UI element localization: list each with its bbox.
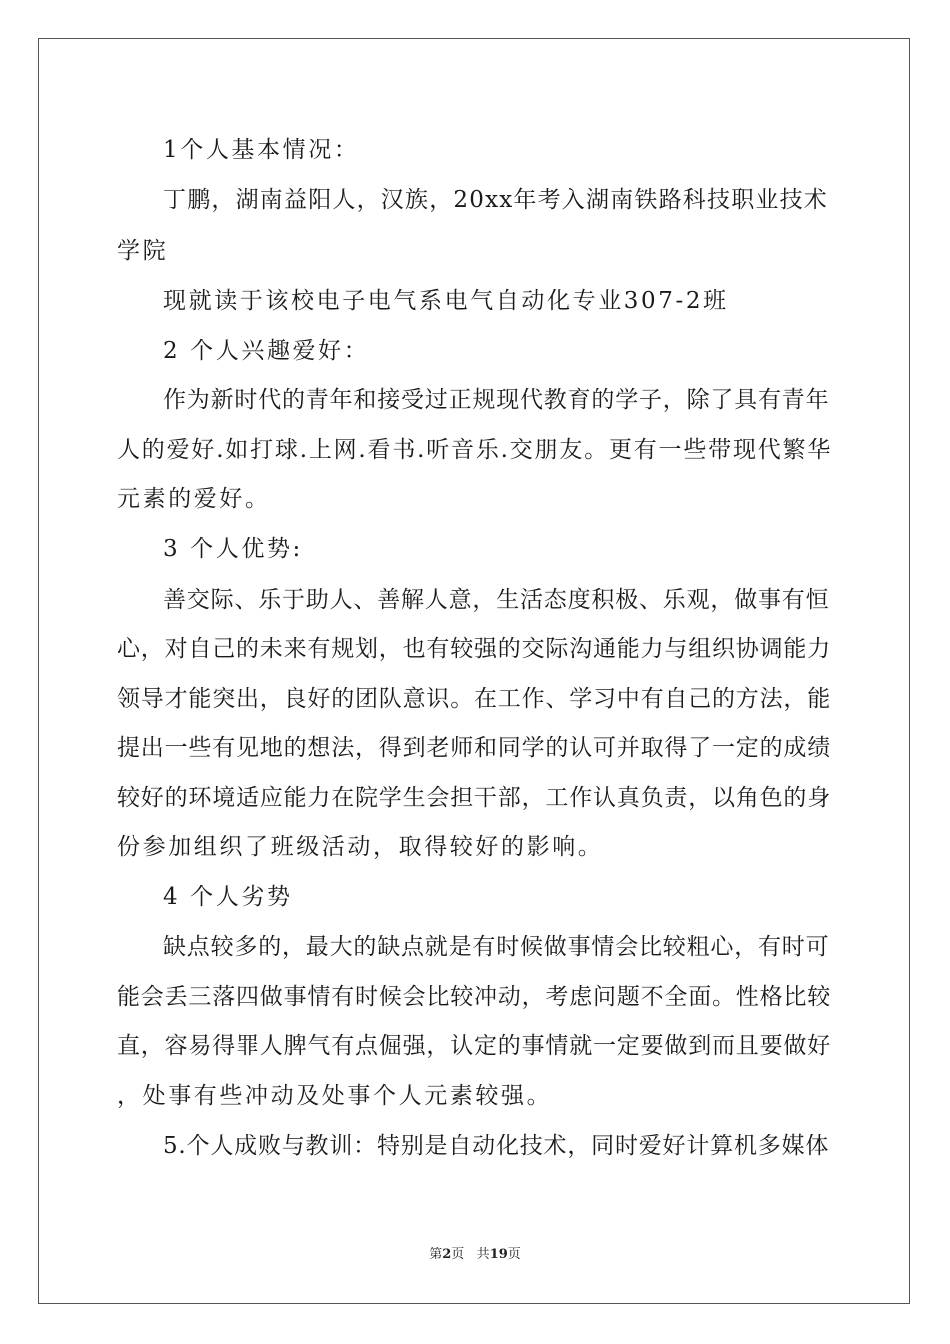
section-5-heading: 5.个人成败与教训：特别是自动化技术，同时爱好计算机多媒体: [163, 1133, 830, 1159]
footer-total-prefix: 共: [476, 1247, 490, 1262]
paragraph-line: 心，对自己的未来有规划，也有较强的交际沟通能力与组织协调能力: [117, 636, 831, 662]
paragraph-line: 丁鹏，湖南益阳人，汉族，20xx年考入湖南铁路科技职业技术: [163, 187, 829, 213]
section-2-heading: 2 个人兴趣爱好：: [163, 338, 370, 364]
footer-page-prefix: 第: [429, 1247, 443, 1262]
paragraph-line: 直，容易得罪人脾气有点倔强，认定的事情就一定要做到而且要做好: [117, 1033, 831, 1059]
page-footer: [0, 1246, 950, 1264]
paragraph-line: ，处事有些冲动及处事个人元素较强。: [117, 1083, 553, 1109]
paragraph-line: 领导才能突出，良好的团队意识。在工作、学习中有自己的方法，能: [117, 686, 831, 712]
paragraph-line: 提出一些有见地的想法，得到老师和同学的认可并取得了一定的成绩: [117, 735, 831, 761]
paragraph-line: 较好的环境适应能力在院学生会担干部，工作认真负责，以角色的身: [117, 785, 831, 811]
total-pages-number: 19: [489, 1247, 508, 1262]
paragraph-line: 份参加组织了班级活动，取得较好的影响。: [117, 834, 604, 860]
current-page-number: 2: [442, 1247, 452, 1262]
footer-total-suffix: 页: [507, 1247, 521, 1262]
paragraph-line: 善交际、乐于助人、善解人意，生活态度积极、乐观，做事有恒: [163, 587, 830, 613]
paragraph-line: 缺点较多的，最大的缺点就是有时候做事情会比较粗心，有时可: [163, 934, 830, 960]
paragraph-line: 元素的爱好。: [117, 486, 271, 512]
paragraph-line: 能会丢三落四做事情有时候会比较冲动，考虑问题不全面。性格比较: [117, 984, 831, 1010]
paragraph-line: 人的爱好.如打球.上网.看书.听音乐.交朋友。更有一些带现代繁华: [117, 437, 833, 463]
section-3-heading: 3 个人优势:: [163, 536, 303, 562]
footer-page-suffix: 页: [451, 1247, 465, 1262]
paragraph-line: 学院: [117, 238, 169, 264]
section-1-heading: 1个人基本情况：: [163, 137, 360, 163]
section-4-heading: 4 个人劣势: [163, 884, 293, 910]
page-border: [38, 38, 910, 1304]
paragraph-line: 作为新时代的青年和接受过正规现代教育的学子，除了具有青年: [163, 387, 830, 413]
paragraph-line: 现就读于该校电子电气系电气自动化专业307-2班: [163, 288, 729, 314]
